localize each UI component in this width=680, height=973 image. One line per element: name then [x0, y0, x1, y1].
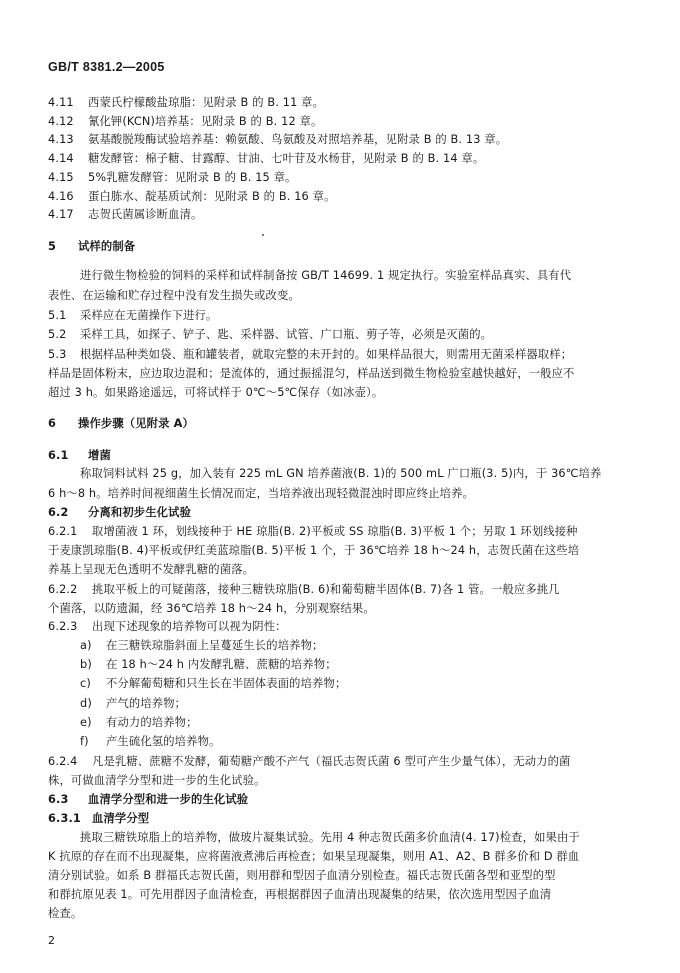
- clause-6-2-4: 6.2.4 凡是乳糖、蔗糖不发酵，葡萄糖产酸不产气（福氏志贺氏菌 6 型可产生少量气体），无动力的菌: [48, 755, 571, 768]
- list-item: d) 产气的培养物；: [80, 697, 187, 710]
- paragraph-line: 表性、在运输和贮存过程中没有发生损失或改变。: [48, 289, 300, 302]
- clause-5-2: 5.2 采样工具，如探子、铲子、匙、采样器、试管、广口瓶、剪子等，必须是灭菌的。: [48, 328, 493, 341]
- paragraph-line: 株，可做血清学分型和进一步的生化试验。: [48, 774, 266, 787]
- clause-6-2-2: 6.2.2 挑取平板上的可疑菌落，接种三糖铁琼脂(B. 6)和葡萄糖半固体(B. 7)各 1 管。一般应多挑几: [48, 583, 560, 596]
- paragraph-line: 检查。: [48, 907, 83, 920]
- reagent-item: 4.12 氰化钾(KCN)培养基：见附录 B 的 B. 12 章。: [48, 115, 323, 128]
- clause-5-1: 5.1 采样应在无菌操作下进行。: [48, 309, 218, 322]
- paragraph-line: 个菌落，以防遗漏，经 36℃培养 18 h～24 h，分别观察结果。: [48, 602, 375, 615]
- clause-6-2-heading: 6.2 分离和初步生化试验: [48, 506, 192, 519]
- reagent-item: 4.15 5%乳糖发酵管：见附录 B 的 B. 15 章。: [48, 171, 297, 184]
- section-5-heading: 5 试样的制备: [48, 240, 136, 253]
- clause-6-3-1-heading: 6.3.1 血清学分型: [48, 812, 150, 825]
- list-item: f) 产生硫化氢的培养物。: [80, 735, 221, 748]
- scan-speck: [262, 234, 264, 236]
- reagent-item: 4.16 蛋白胨水、靛基质试剂：见附录 B 的 B. 16 章。: [48, 190, 336, 203]
- list-item: e) 有动力的培养物；: [80, 716, 198, 729]
- reagent-item: 4.11 西蒙氏柠檬酸盐琼脂：见附录 B 的 B. 11 章。: [48, 96, 325, 109]
- clause-6-1-heading: 6.1 增菌: [48, 449, 111, 462]
- section-6-heading: 6 操作步骤（见附录 A）: [48, 417, 194, 430]
- paragraph-line: 样品是固体粉末，应边取边混和；是流体的，通过振摇混匀，样品送到微生物检验室越快越好，一般应不: [48, 367, 575, 380]
- clause-6-3-heading: 6.3 血清学分型和进一步的生化试验: [48, 793, 249, 806]
- paragraph-line: 6 h～8 h。培养时间视细菌生长情况而定，当培养液出现轻微混浊时即应终止培养。: [48, 487, 474, 500]
- paragraph-line: 养基上呈现无色透明不发酵乳糖的菌落。: [48, 563, 255, 576]
- clause-6-2-3: 6.2.3 出现下述现象的培养物可以视为阴性：: [48, 620, 287, 633]
- paragraph-line: 称取饲料试料 25 g，加入装有 225 mL GN 培养菌液(B. 1)的 500 mL 广口瓶(3. 5)内，于 36℃培养: [80, 467, 602, 480]
- list-item: c) 不分解葡萄糖和只生长在半固体表面的培养物；: [80, 677, 347, 690]
- paragraph-line: K 抗原的存在而不出现凝集，应将菌液煮沸后再检查；如果呈现凝集，则用 A1、A2、B 群多价和 D 群血: [48, 850, 580, 863]
- paragraph-line: 超过 3 h。如果路途遥远，可将试样于 0℃～5℃保存（如冰壶）。: [48, 386, 384, 399]
- paragraph-line: 清分别试验。如系 B 群福氏志贺氏菌，则用群和型因子血清分别检查。福氏志贺氏菌各型和亚型的型: [48, 869, 556, 882]
- reagent-item: 4.17 志贺氏菌属诊断血清。: [48, 208, 203, 221]
- reagent-item: 4.14 糖发酵管：棉子糖、甘露醇、甘油、七叶苷及水杨苷，见附录 B 的 B. 14 章。: [48, 152, 485, 165]
- list-item: a) 在三糖铁琼脂斜面上呈蔓延生长的培养物；: [80, 639, 324, 652]
- reagent-item: 4.13 氨基酸脱羧酶试验培养基：赖氨酸、鸟氨酸及对照培养基，见附录 B 的 B. 13 章。: [48, 133, 508, 146]
- list-item: b) 在 18 h～24 h 内发酵乳糖、蔗糖的培养物；: [80, 658, 337, 671]
- page-number: 2: [48, 934, 55, 947]
- paragraph-line: 和群抗原见表 1。可先用群因子血清检查，再根据群因子血清出现凝集的结果，依次选用型因子血清: [48, 888, 552, 901]
- paragraph-line: 于麦康凯琼脂(B. 4)平板或伊红美蓝琼脂(B. 5)平板 1 个，于 36℃培养 18 h～24 h，志贺氏菌在这些培: [48, 544, 580, 557]
- paragraph-line: 挑取三糖铁琼脂上的培养物，做玻片凝集试验。先用 4 种志贺氏菌多价血清(4. 17)检查，如果由于: [80, 831, 580, 844]
- standard-header: GB/T 8381.2—2005: [48, 60, 165, 74]
- paragraph-line: 进行微生物检验的饲料的采样和试样制备按 GB/T 14699. 1 规定执行。实验室样品真实、具有代: [80, 269, 572, 282]
- clause-6-2-1: 6.2.1 取增菌液 1 环，划线接种于 HE 琼脂(B. 2)平板或 SS 琼脂(B. 3)平板 1 个；另取 1 环划线接种: [48, 525, 578, 538]
- clause-5-3: 5.3 根据样品种类如袋、瓶和罐装者，就取完整的未开封的。如果样品很大，则需用无菌采样器取样；: [48, 348, 573, 361]
